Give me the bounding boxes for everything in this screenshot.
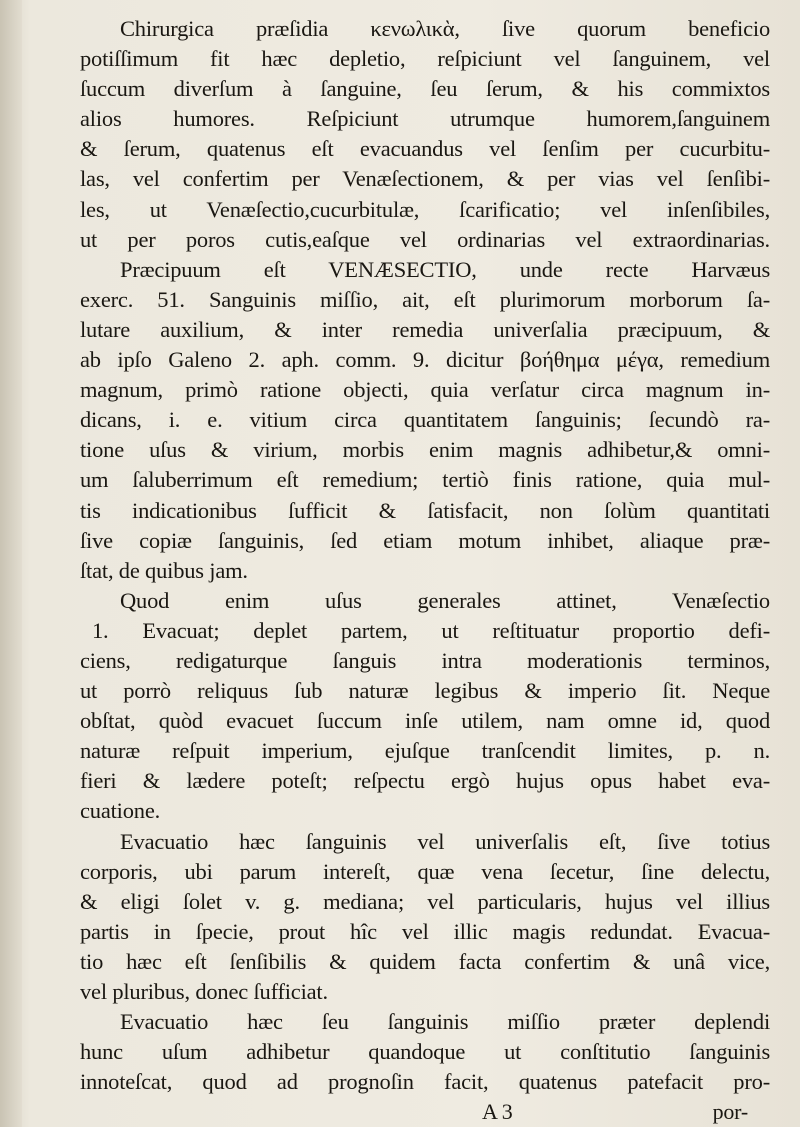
catchword: por-	[712, 1099, 748, 1125]
page-gutter-shadow	[0, 0, 22, 1127]
text-line: Evacuatio hæc ſeu ſanguinis miſſio præter deplendi	[120, 1009, 770, 1035]
text-line: tio hæc eſt ſenſibilis & quidem facta confertim & unâ vice,	[80, 948, 770, 974]
signature-mark: A 3	[482, 1099, 513, 1125]
text-line: naturæ reſpuit imperium, ejuſque tranſcendit limites, p. n.	[80, 738, 770, 764]
text-line: tione uſus & virium, morbis enim magnis adhibetur,& omni-	[80, 437, 770, 463]
text-line: partis in ſpecie, prout hîc vel illic magis redundat. Evacua-	[80, 918, 770, 944]
text-line: hunc uſum adhibetur quandoque ut conſtitutio ſanguinis	[80, 1039, 770, 1065]
text-line: Evacuatio hæc ſanguinis vel univerſalis eſt, ſive totius	[120, 828, 770, 854]
text-line: Quod enim uſus generales attinet, Venæſectio	[120, 587, 770, 613]
text-line: ciens, redigaturque ſanguis intra moderationis terminos,	[80, 647, 770, 673]
text-line: alios humores. Reſpiciunt utrumque humorem,ſanguinem	[80, 106, 770, 132]
text-line: & eligi ſolet v. g. mediana; vel particularis, hujus vel illius	[80, 888, 770, 914]
text-line: ab ipſo Galeno 2. aph. comm. 9. dicitur βοήθημα μέγα, remedium	[80, 347, 770, 373]
text-line: 1. Evacuat; deplet partem, ut reſtituatur proportio defi-	[92, 617, 770, 643]
text-line: Præcipuum eſt VENÆSECTIO, unde recte Harvæus	[120, 256, 770, 282]
body-text	[80, 14, 770, 1127]
text-line: potiſſimum fit hæc depletio, reſpiciunt vel ſanguinem, vel	[80, 46, 770, 72]
text-line: exerc. 51. Sanguinis miſſio, ait, eſt plurimorum morborum ſa-	[80, 286, 770, 312]
text-line: les, ut Venæſectio,cucurbitulæ, ſcarificatio; vel inſenſibiles,	[80, 196, 770, 222]
text-line: ut porrò reliquus ſub naturæ legibus & imperio ſit. Neque	[80, 678, 770, 704]
text-line: vel pluribus, donec ſufficiat.	[80, 979, 328, 1004]
text-line: Chirurgica præſidia κενωλικὰ, ſive quorum beneficio	[120, 16, 770, 41]
text-line: ſive copiæ ſanguinis, ſed etiam motum inhibet, aliaque præ-	[80, 527, 770, 553]
text-line: obſtat, quòd evacuet ſuccum inſe utilem, nam omne id, quod	[80, 708, 770, 734]
text-line: dicans, i. e. vitium circa quantitatem ſanguinis; ſecundò ra-	[80, 407, 770, 433]
text-line: & ſerum, quatenus eſt evacuandus vel ſenſim per cucurbitu-	[80, 136, 770, 162]
text-line: um ſaluberrimum eſt remedium; tertiò finis ratione, quia mul-	[80, 467, 770, 493]
text-line: ſtat, de quibus jam.	[80, 557, 248, 583]
text-line: ſuccum diverſum à ſanguine, ſeu ſerum, & his commixtos	[80, 76, 770, 102]
text-line: fieri & lædere poteſt; reſpectu ergò hujus opus habet eva-	[80, 768, 770, 794]
page-footer	[80, 1097, 770, 1127]
text-line: innoteſcat, quod ad prognoſin facit, quatenus patefacit pro-	[80, 1069, 770, 1095]
text-line: ut per poros cutis,eaſque vel ordinarias vel extraordinarias.	[80, 226, 770, 252]
text-line: las, vel confertim per Venæſectionem, & per vias vel ſenſibi-	[80, 166, 770, 192]
text-line: magnum, primò ratione objecti, quia verſatur circa magnum in-	[80, 377, 770, 403]
text-line: cuatione.	[80, 798, 161, 824]
text-line: lutare auxilium, & inter remedia univerſalia præcipuum, &	[80, 316, 770, 342]
text-line: tis indicationibus ſufficit & ſatisfacit, non ſolùm quantitati	[80, 497, 770, 523]
text-line: corporis, ubi parum intereſt, quæ vena ſecetur, ſine delectu,	[80, 858, 770, 884]
